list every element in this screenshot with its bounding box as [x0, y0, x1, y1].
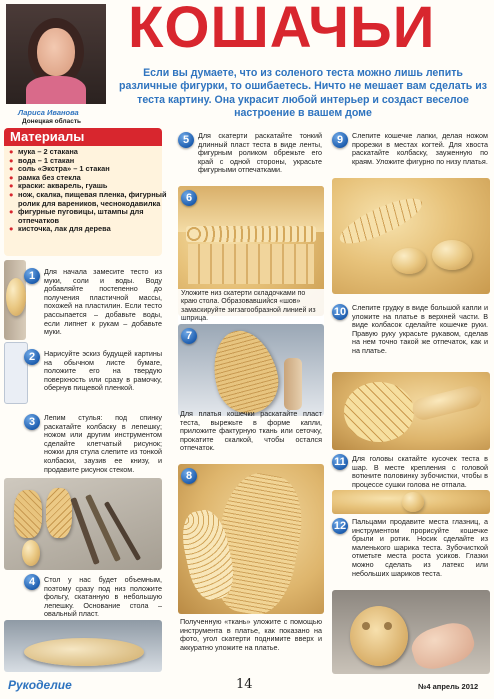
sketch-photo — [4, 342, 28, 404]
step-number: 10 — [333, 306, 347, 318]
step-number: 3 — [24, 414, 40, 430]
author-photo — [6, 4, 106, 104]
materials-title: Материалы — [4, 128, 162, 146]
materials-list — [8, 148, 168, 234]
list-item: ● краски: акварель, гуашь — [9, 181, 108, 191]
footer-brand: Рукоделие — [8, 678, 72, 692]
step-text: Пальцами продавите места глазниц, а инструментом прорисуйте кошечке брыли и ротик. Носик сделайте из маленького шарика теста. Зубочисткой отметьте места роста усиков. Глазки можно сделать из латекс или небольших шариков теста. — [352, 517, 488, 578]
dress-texture-photo — [178, 324, 324, 416]
step-text: Полученную «ткань» уложите с помощью инструмента в платье, как показано на фото, угол скатерти поднимите вверх и аккуратно уложите на платье. — [180, 617, 322, 652]
chairs-photo — [4, 478, 162, 570]
author-region: Донецкая область — [22, 118, 82, 125]
table-base-photo — [4, 620, 162, 672]
author-name: Лариса Иванова — [18, 108, 79, 117]
list-item: ● рамка без стекла — [9, 172, 81, 182]
step-number: 9 — [332, 132, 348, 148]
step-text: Для скатерти раскатайте тонкий длинный пласт теста в виде ленты, фигурным роликом обрежьте его край с одной стороны, украсьте фигурными отпечатками. — [198, 131, 322, 175]
step-number: 12 — [333, 520, 347, 532]
materials-box — [4, 128, 167, 256]
intro-text: Если вы думаете, что из соленого теста можно лишь лепить различные фигурки, то ошибаетесь. Ничто не мешает вам сделать из теста картину. Она украсит любой интерьер и создаст веселое настроение в вашем доме — [118, 67, 488, 120]
dress-fold-photo — [178, 464, 324, 614]
step-number: 5 — [178, 132, 194, 148]
page-title: КОШАЧЬИ — [128, 0, 436, 60]
dough-ball-photo — [4, 260, 26, 340]
page-number: 14 — [236, 677, 253, 692]
step-text: Слепите кошечке лапки, делая ножом прорезки в местах когтей. Для хвоста раскатайте колбаску, зауженную по краям. Уложите фигурно по низу платья. — [352, 131, 488, 166]
step-number: 1 — [24, 268, 40, 284]
face-photo — [332, 590, 490, 674]
step-number: 8 — [181, 468, 197, 484]
list-item: ● вода – 1 стакан — [9, 155, 75, 165]
list-item: ● кисточка, лак для дерева — [9, 224, 111, 234]
step-text: Стол у нас будет объемным, поэтому сразу под низ положите фольгу, скатанную в небольшую лепешку. Основание стола – овальный пласт. — [44, 575, 162, 619]
step-number: 11 — [332, 454, 348, 470]
step-number: 7 — [181, 328, 197, 344]
paws-photo — [332, 178, 490, 294]
step-text: Для головы скатайте кусочек теста в шар. В месте крепления с головой воткните половинку зубочистки, чтобы в процессе сушки голова не отпала. — [352, 454, 488, 489]
step-number: 6 — [181, 190, 197, 206]
step-text: Слепите грудку в виде большой капли и уложите на платье в верхней части. В виде колбасок сделайте кошечке руки. Правую руку украсьте рукавом, сделав на нем точно такой же отпечаток, как и на платье. — [352, 303, 488, 355]
head-photo — [332, 490, 490, 514]
step-text: Нарисуйте эскиз будущей картины на обычном листе бумаге, положите его на твердую поверхность или сразу в рамочку, обернув пищевой пленкой. — [44, 349, 162, 393]
chest-photo — [332, 372, 490, 450]
step-text: Для платья кошечки раскатайте пласт теста, вырежьте в форме капли, приложите фактурную ткань или сеточку, прокатите скалкой, чтобы остался отпечаток. — [180, 409, 322, 453]
list-item: ● мука – 2 стакана — [9, 147, 78, 156]
list-item: ● соль «Экстра» – 1 стакан — [9, 164, 110, 174]
step-text: Лепим стулья: под спинку раскатайте колбаску в лепешку; ножом или другим инструментом сделайте клетчатый рисунок; ножки для стула слепите из тонкой колбаски, заузив ее книзу, и продавите рисунок стеком. — [44, 413, 162, 474]
step-text: Для начала замесите тесто из муки, соли и воды. Воду добавляйте постепенно до получения пластичной массы, похожей на пластилин. Если тесто рассыпается – добавьте воды, если липнет к рукам – добавьте муки. — [44, 267, 162, 337]
step-text: Уложите низ скатерти складочками по краю стола. Образовавшийся «шов» замаскируйте зигзагообразной линией из шприца. — [178, 289, 324, 324]
step-number: 4 — [24, 574, 40, 590]
list-item: ● фигурные пуговицы, штампы для отпечатков — [9, 207, 144, 225]
issue-label: №4 апрель 2012 — [418, 682, 479, 691]
list-item: ● нож, скалка, пищевая пленка, фигурный ролик для вареников, чеснокодавилка — [9, 189, 167, 208]
step-number: 2 — [24, 349, 40, 365]
